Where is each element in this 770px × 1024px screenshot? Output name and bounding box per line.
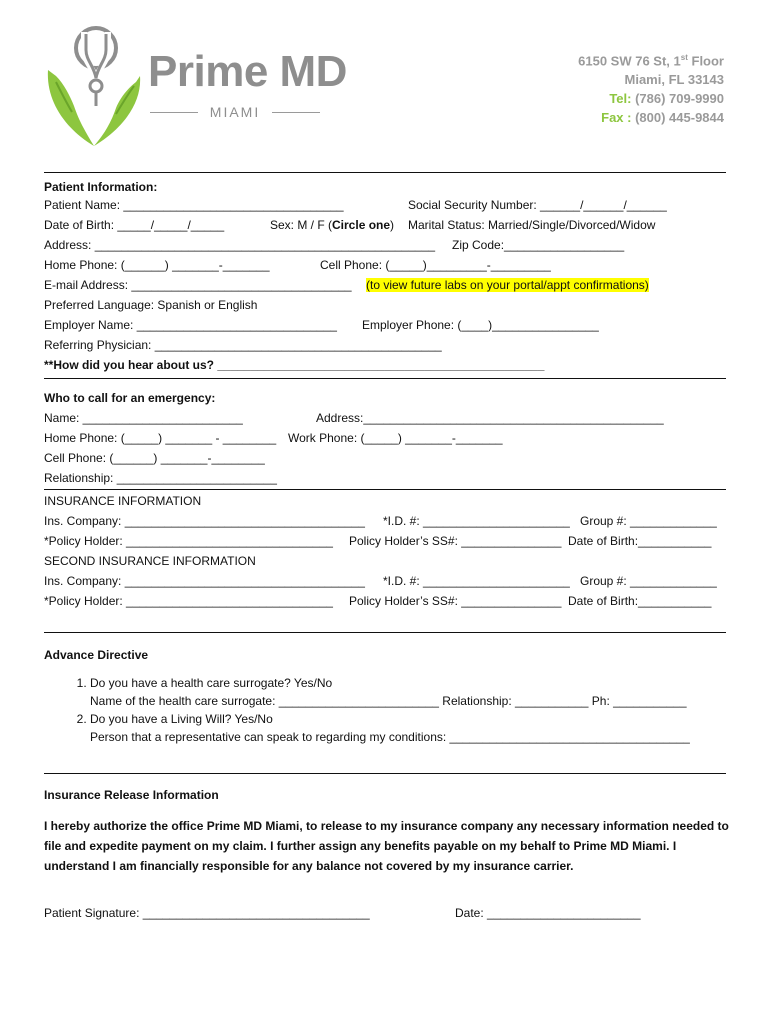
divider xyxy=(44,632,726,633)
policy-holder-ss-field[interactable]: Policy Holder’s SS#: _______________ xyxy=(349,534,562,548)
second-insurance-heading: SECOND INSURANCE INFORMATION xyxy=(44,554,256,568)
clinic-address-block xyxy=(578,48,724,127)
ins-company-field[interactable]: Ins. Company: ____________________________________ xyxy=(44,514,365,528)
emergency-home-phone-field[interactable]: Home Phone: (_____) _______ - ________ xyxy=(44,431,277,445)
emergency-name-field[interactable]: Name: ________________________ xyxy=(44,411,243,425)
tel-line: Tel: (786) 709-9990 xyxy=(609,91,724,107)
divider xyxy=(44,378,726,379)
address-line-1: 6150 SW 76 St, 1st Floor xyxy=(578,53,724,69)
email-field[interactable]: E-mail Address: _________________________________ xyxy=(44,278,352,292)
brand-name: Prime MD xyxy=(148,47,347,96)
policy-holder-dob-field[interactable]: Date of Birth:___________ xyxy=(568,534,712,548)
patient-info-heading: Patient Information: xyxy=(44,180,158,194)
representative-field[interactable]: Person that a representative can speak to regarding my conditions: ____________________________________ xyxy=(90,730,690,744)
ins-id-field[interactable]: *I.D. #: ______________________ xyxy=(383,514,570,528)
ins-group-2-field[interactable]: Group #: _____________ xyxy=(580,574,717,588)
surrogate-relationship-field[interactable]: Relationship: ___________ xyxy=(442,694,589,708)
policy-holder-dob-2-field[interactable]: Date of Birth:___________ xyxy=(568,594,712,608)
fax-line: Fax : (800) 445-9844 xyxy=(601,110,724,126)
cell-phone-field[interactable]: Cell Phone: (_____)_________-_________ xyxy=(320,258,551,272)
release-heading: Insurance Release Information xyxy=(44,788,219,802)
divider xyxy=(44,489,726,490)
address-field[interactable]: Address: ___________________________________________________ xyxy=(44,238,436,252)
patient-name-field[interactable]: Patient Name: _________________________________ xyxy=(44,198,344,212)
policy-holder-field[interactable]: *Policy Holder: _______________________________ xyxy=(44,534,333,548)
employer-name-field[interactable]: Employer Name: ______________________________ xyxy=(44,318,337,332)
emergency-cell-phone-field[interactable]: Cell Phone: (______) _______-________ xyxy=(44,451,265,465)
advance-directive-heading: Advance Directive xyxy=(44,648,149,662)
stethoscope-hands-icon xyxy=(44,20,144,150)
patient-signature-field[interactable]: Patient Signature: __________________________________ xyxy=(44,906,370,920)
ins-group-field[interactable]: Group #: _____________ xyxy=(580,514,717,528)
list-item xyxy=(90,710,690,746)
ssn-field[interactable]: Social Security Number: ______/______/______ xyxy=(408,198,667,212)
release-paragraph: I hereby authorize the office Prime MD Miami, to release to my insurance company any necessary information needed to file and expedite payment on my claim. I further assign any benefits payable on my behalf to Prime MD Miami. I understand I am financially responsible for any balance not covered by my insurance carrier. xyxy=(44,819,729,873)
list-item xyxy=(90,674,690,710)
address-line-2: Miami, FL 33143 xyxy=(624,72,724,88)
email-note: (to view future labs on your portal/appt confirmations) xyxy=(366,278,649,292)
living-will-question[interactable]: Do you have a Living Will? Yes/No xyxy=(90,712,273,726)
emergency-heading: Who to call for an emergency: xyxy=(44,391,216,405)
signature-date-field[interactable]: Date: _______________________ xyxy=(455,906,641,920)
emergency-address-field[interactable]: Address:_____________________________________________ xyxy=(316,411,664,425)
surrogate-question[interactable]: Do you have a health care surrogate? Yes/No xyxy=(90,676,333,690)
policy-holder-2-field[interactable]: *Policy Holder: _______________________________ xyxy=(44,594,333,608)
language-field[interactable]: Preferred Language: Spanish or English xyxy=(44,298,258,312)
brand-city xyxy=(150,104,320,120)
referring-physician-field[interactable]: Referring Physician: ___________________________________________ xyxy=(44,338,442,352)
surrogate-phone-field[interactable]: Ph: ___________ xyxy=(591,694,687,708)
dob-field[interactable]: Date of Birth: _____/_____/_____ xyxy=(44,218,225,232)
insurance-heading: INSURANCE INFORMATION xyxy=(44,494,202,508)
emergency-work-phone-field[interactable]: Work Phone: (_____) _______-_______ xyxy=(288,431,503,445)
prime-md-logo xyxy=(44,20,144,150)
advance-directive-list xyxy=(44,674,690,746)
policy-holder-ss-2-field[interactable]: Policy Holder’s SS#: _______________ xyxy=(349,594,562,608)
sex-field[interactable]: Sex: M / F (Circle one) xyxy=(270,218,395,232)
surrogate-name-field[interactable]: Name of the health care surrogate: ________________________ xyxy=(90,694,439,708)
zip-field[interactable]: Zip Code:__________________ xyxy=(452,238,625,252)
ins-company-2-field[interactable]: Ins. Company: ____________________________________ xyxy=(44,574,365,588)
home-phone-field[interactable]: Home Phone: (______) _______-_______ xyxy=(44,258,270,272)
emergency-relationship-field[interactable]: Relationship: ________________________ xyxy=(44,471,277,485)
marital-status-field[interactable]: Marital Status: Married/Single/Divorced/Widow xyxy=(408,218,656,232)
divider xyxy=(44,172,726,173)
referral-source-field[interactable]: **How did you hear about us? _________________________________________________ xyxy=(44,358,545,372)
divider xyxy=(44,773,726,774)
brand-city-label: MIAMI xyxy=(209,104,261,120)
ins-id-2-field[interactable]: *I.D. #: ______________________ xyxy=(383,574,570,588)
employer-phone-field[interactable]: Employer Phone: (____)________________ xyxy=(362,318,599,332)
